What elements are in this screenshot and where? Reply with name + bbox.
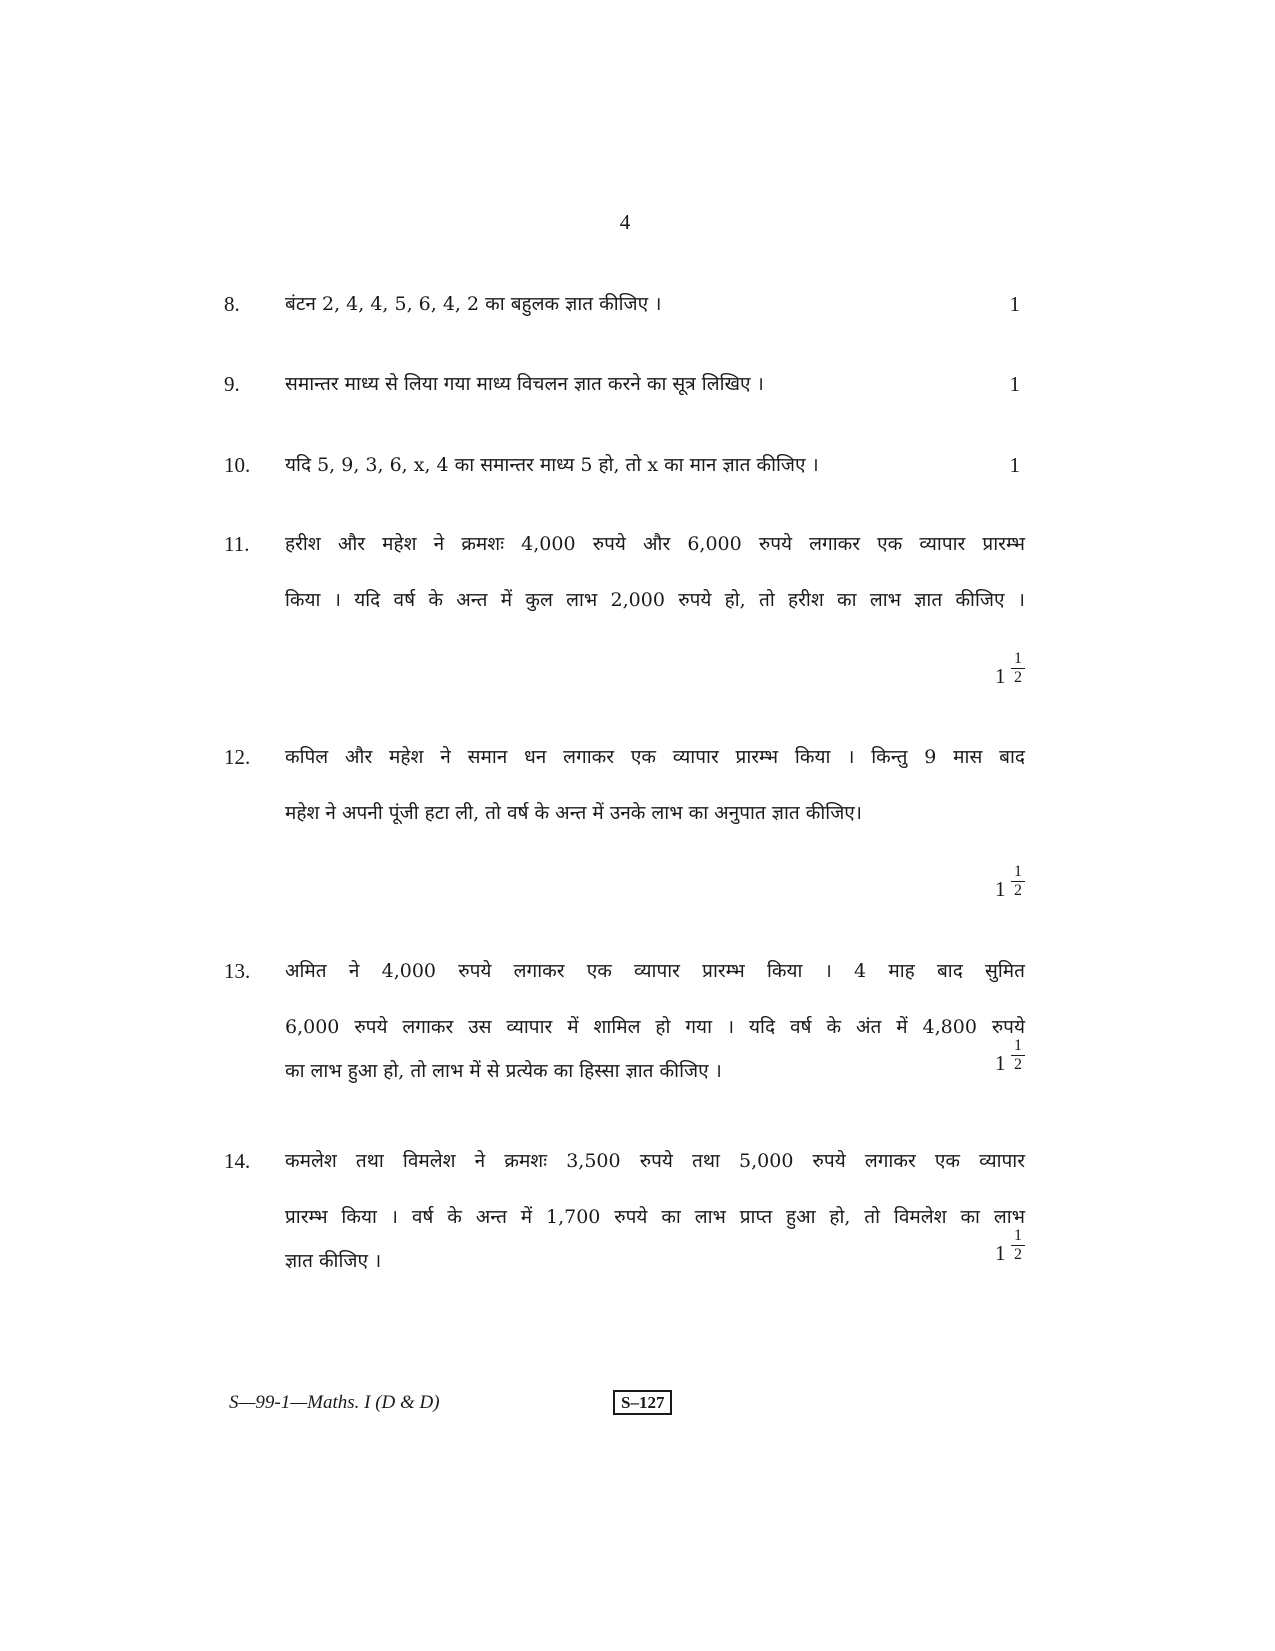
question-text-line: महेश ने अपनी पूंजी हटा ली, तो वर्ष के अन्त में उनके लाभ का अनुपात ज्ञात कीजिए। (285, 802, 863, 824)
question-text: यदि 5, 9, 3, 6, x, 4 का समान्तर माध्य 5 हो, तो x का मान ज्ञात कीजिए । (285, 454, 819, 476)
fraction-numerator: 1 (1011, 1227, 1025, 1246)
fraction-denominator: 2 (1014, 1246, 1022, 1263)
marks-whole: 1 (995, 1241, 1006, 1265)
question-number: 9. (224, 372, 240, 396)
fraction-denominator: 2 (1014, 1056, 1022, 1073)
question-number: 14. (224, 1149, 251, 1173)
question-text-line: अमित ने 4,000 रुपये लगाकर एक व्यापार प्रारम्भ किया । 4 माह बाद सुमित (285, 960, 1025, 982)
question-text-line: हरीश और महेश ने क्रमशः 4,000 रुपये और 6,000 रुपये लगाकर एक व्यापार प्रारम्भ (285, 533, 1025, 555)
marks-fraction (1011, 1227, 1025, 1264)
question-14 (0, 1147, 1275, 1272)
fraction-denominator: 2 (1014, 669, 1022, 686)
page-number: 4 (619, 210, 631, 234)
question-number: 11. (224, 532, 250, 556)
fraction-numerator: 1 (1011, 1037, 1025, 1056)
question-12 (0, 743, 1275, 901)
question-9 (0, 370, 1275, 410)
question-number: 8. (224, 292, 240, 316)
question-number: 10. (224, 453, 251, 477)
marks-whole: 1 (995, 664, 1006, 688)
question-text-line: कमलेश तथा विमलेश ने क्रमशः 3,500 रुपये तथा 5,000 रुपये लगाकर एक व्यापार (285, 1150, 1025, 1172)
series-code-box: S–127 (613, 1390, 672, 1415)
question-text-line: किया । यदि वर्ष के अन्त में कुल लाभ 2,000 रुपये हो, तो हरीश का लाभ ज्ञात कीजिए । (285, 589, 1025, 611)
question-13 (0, 957, 1275, 1082)
marks-mixed-fraction (995, 1227, 1035, 1277)
marks: 1 (1009, 372, 1020, 396)
marks-fraction (1011, 863, 1025, 900)
question-text: बंटन 2, 4, 4, 5, 6, 4, 2 का बहुलक ज्ञात कीजिए । (285, 293, 662, 315)
question-text-line: प्रारम्भ किया । वर्ष के अन्त में 1,700 रुपये का लाभ प्राप्त हुआ हो, तो विमलेश का लाभ (285, 1206, 1025, 1228)
marks-mixed-fraction (995, 1037, 1035, 1087)
marks: 1 (1009, 453, 1020, 477)
fraction-denominator: 2 (1014, 882, 1022, 899)
question-11 (0, 530, 1275, 688)
question-text-line: का लाभ हुआ हो, तो लाभ में से प्रत्येक का हिस्सा ज्ञात कीजिए । (285, 1060, 722, 1082)
marks-fraction (1011, 1037, 1025, 1074)
paper-code: S—99-1—Maths. I (D & D) (229, 1392, 440, 1413)
question-8 (0, 290, 1275, 330)
question-text-line: ज्ञात कीजिए । (285, 1250, 382, 1272)
marks-mixed-fraction (995, 863, 1035, 913)
question-10 (0, 451, 1275, 491)
question-number: 12. (224, 745, 251, 769)
marks-fraction (1011, 650, 1025, 687)
marks-whole: 1 (995, 877, 1006, 901)
question-text-line: कपिल और महेश ने समान धन लगाकर एक व्यापार प्रारम्भ किया । किन्तु 9 मास बाद (285, 746, 1025, 768)
fraction-numerator: 1 (1011, 650, 1025, 669)
fraction-numerator: 1 (1011, 863, 1025, 882)
question-text-line: 6,000 रुपये लगाकर उस व्यापार में शामिल हो गया । यदि वर्ष के अंत में 4,800 रुपये (285, 1016, 1025, 1038)
question-number: 13. (224, 959, 251, 983)
marks-whole: 1 (995, 1051, 1006, 1075)
marks-mixed-fraction (995, 650, 1035, 700)
marks: 1 (1009, 292, 1020, 316)
question-text: समान्तर माध्य से लिया गया माध्य विचलन ज्ञात करने का सूत्र लिखिए । (285, 373, 764, 395)
